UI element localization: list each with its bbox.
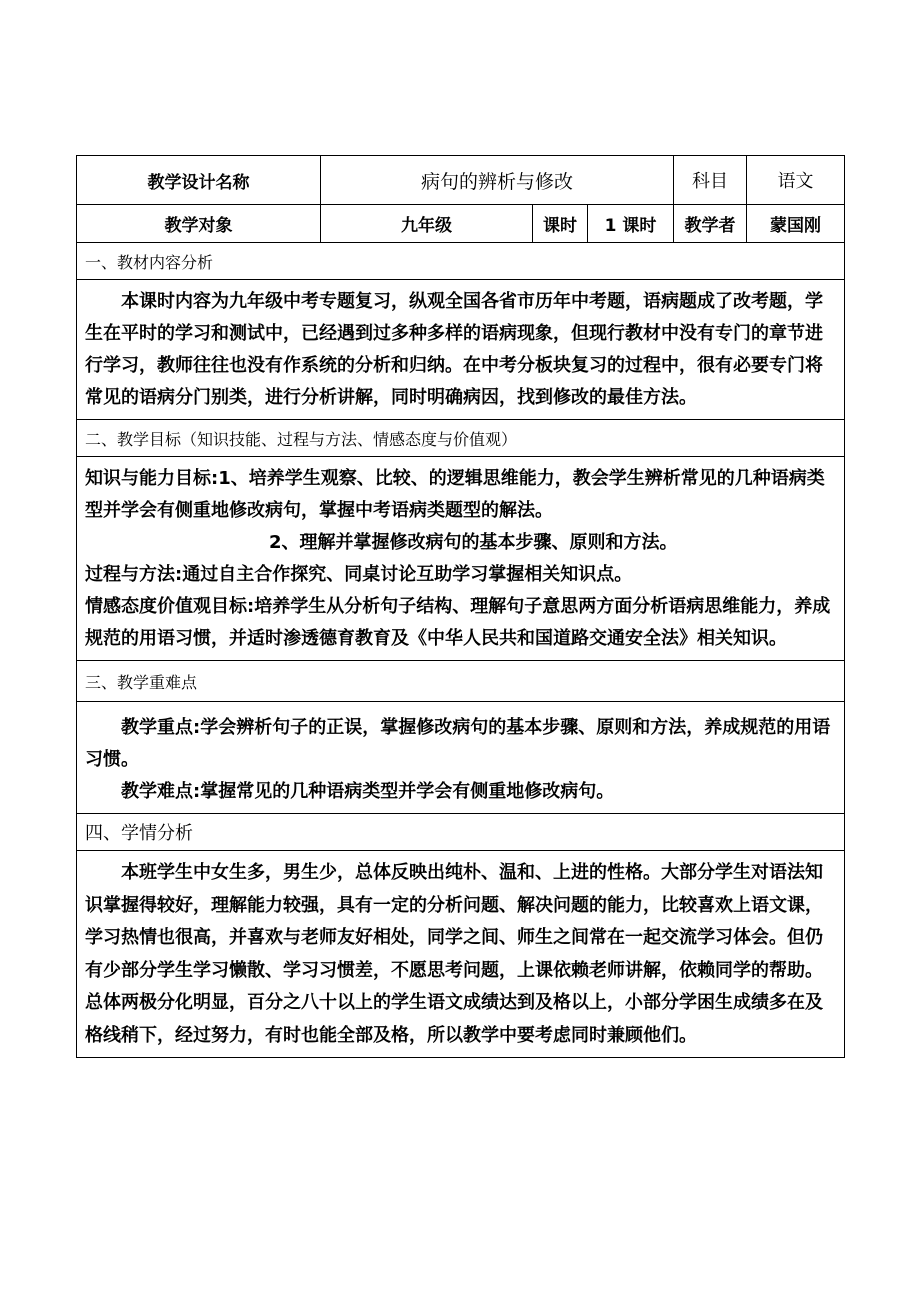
- lesson-plan-table: [76, 155, 845, 1058]
- section-title: 一、教材内容分析: [77, 243, 845, 280]
- key-point-text: :学会辨析句子的正误，掌握修改病句的基本步骤、原则和方法，养成规范的用语习惯。: [85, 717, 831, 770]
- goal-emotion: [85, 591, 838, 655]
- goal-knowledge: [85, 463, 838, 527]
- section-2-body-row: [77, 457, 845, 661]
- design-name-label: 教学设计名称: [77, 156, 321, 205]
- target-value: 九年级: [321, 205, 533, 243]
- section-text: 本课时内容为九年级中考专题复习，纵观全国各省市历年中考题，语病题成了改考题，学生在平时的学习和测试中，已经遇到过多种多样的语病现象，但现行教材中没有专门的章节进行学习，教师往往也没有作系统的分析和归纳。在中考分板块复习的过程中，很有必要专门将常见的语病分门别类，进行分析讲解，同时明确病因，找到修改的最佳方法。: [85, 291, 823, 408]
- goal-knowledge-item-2: 2、理解并掌握修改病句的基本步骤、原则和方法。: [269, 532, 678, 553]
- goal-label: 知识与能力目标: [85, 468, 211, 489]
- period-value: 1 课时: [588, 205, 674, 243]
- section-4-title-row: [77, 814, 845, 851]
- key-point: [85, 712, 838, 776]
- goal-process: [85, 559, 838, 591]
- goal-label: 过程与方法: [85, 564, 175, 585]
- target-label: 教学对象: [77, 205, 321, 243]
- header-row-2: [77, 205, 845, 243]
- section-3-title-row: [77, 661, 845, 702]
- goal-label: 情感态度价值观目标: [85, 596, 247, 617]
- section-3-body-row: [77, 702, 845, 814]
- section-title: 四、学情分析: [77, 814, 845, 851]
- goal-text: :1、培养学生观察、比较、的逻辑思维能力，教会学生辨析常见的几种语病类型并学会有侧重地修改病句，掌握中考语病类题型的解法。: [85, 468, 825, 521]
- subject-label: 科目: [674, 156, 747, 205]
- design-name-value: 病句的辨析与修改: [321, 156, 674, 205]
- difficult-point-label: 教学难点: [121, 781, 193, 802]
- subject-value: 语文: [747, 156, 845, 205]
- difficult-point: [85, 776, 838, 808]
- goal-text: :培养学生从分析句子结构、理解句子意思两方面分析语病思维能力，养成规范的用语习惯，并适时渗透德育教育及《中华人民共和国道路交通安全法》相关知识。: [85, 596, 831, 649]
- section-4-body-row: [77, 851, 845, 1058]
- key-point-label: 教学重点: [121, 717, 193, 738]
- header-row-1: [77, 156, 845, 205]
- goal-text: :通过自主合作探究、同桌讨论互助学习掌握相关知识点。: [175, 564, 633, 585]
- section-title: 三、教学重难点: [77, 661, 845, 702]
- section-1-title-row: [77, 243, 845, 280]
- teacher-value: 蒙国刚: [747, 205, 845, 243]
- section-text: 本班学生中女生多，男生少，总体反映出纯朴、温和、上进的性格。大部分学生对语法知识掌握得较好，理解能力较强，具有一定的分析问题、解决问题的能力，比较喜欢上语文课，学习热情也很高，并喜欢与老师友好相处，同学之间、师生之间常在一起交流学习体会。但仍有少部分学生学习懒散、学习习惯差，不愿思考问题，上课依赖老师讲解，依赖同学的帮助。总体两极分化明显，百分之八十以上的学生语文成绩达到及格以上，小部分学困生成绩多在及格线稍下，经过努力，有时也能全部及格，所以教学中要考虑同时兼顾他们。: [85, 862, 823, 1046]
- teacher-label: 教学者: [674, 205, 747, 243]
- period-label: 课时: [533, 205, 588, 243]
- section-title: 二、教学目标（知识技能、过程与方法、情感态度与价值观）: [77, 420, 845, 457]
- section-2-title-row: [77, 420, 845, 457]
- section-1-body-row: [77, 280, 845, 420]
- difficult-point-text: :掌握常见的几种语病类型并学会有侧重地修改病句。: [193, 781, 615, 802]
